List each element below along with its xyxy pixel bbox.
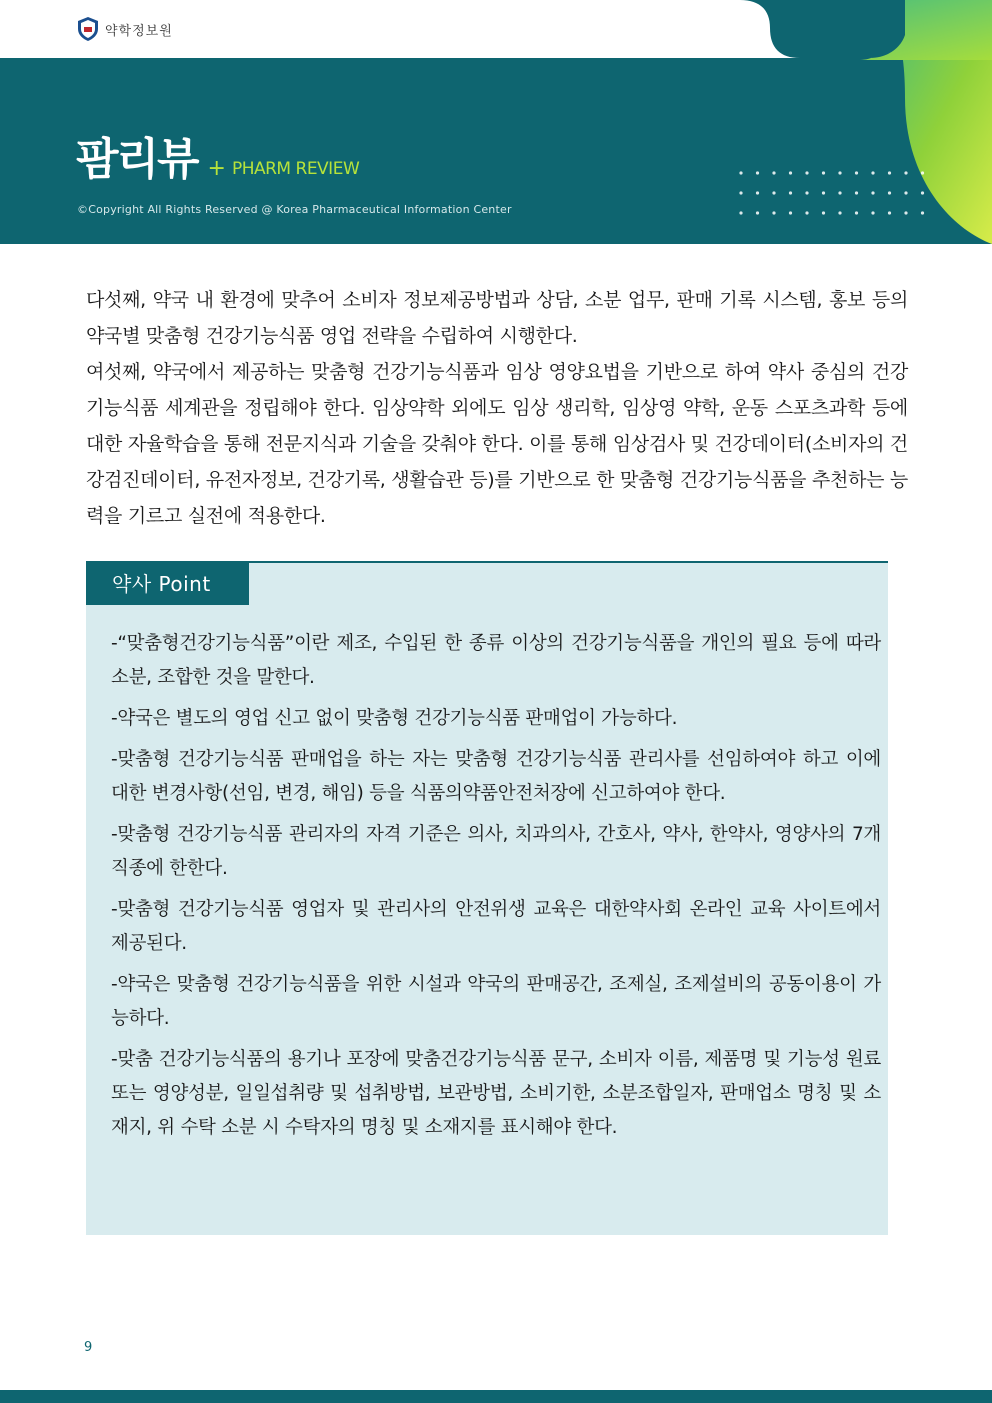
pharmacist-point-box <box>86 561 888 1235</box>
decor-dot <box>822 191 825 194</box>
decor-dot <box>904 211 907 214</box>
decor-dot <box>772 171 775 174</box>
decor-dot <box>822 211 825 214</box>
decor-dot <box>739 191 742 194</box>
decor-dot <box>921 191 924 194</box>
decor-dot <box>921 171 924 174</box>
paragraph-sixth: 여섯째, 약국에서 제공하는 맞춤형 건강기능식품과 임상 영양요법을 기반으로 하여 약사 중심의 건강기능식품 세계관을 정립해야 한다. 임상약학 외에도 임상 생리학, 임상영 약학, 운동 스포츠과학 등에 대한 자율학습을 통해 전문지식과 기술을 갖춰야 한다. 이를 통해 임상검사 및 건강데이터(소비자의 건강검진데이터, 유전자정보, 건강기록, 생활습관 등)를 기반으로 한 맞춤형 건강기능식품을 추천하는 능력을 기르고 실전에 적용한다. <box>86 361 908 527</box>
decor-dot <box>871 211 874 214</box>
decor-dot <box>871 191 874 194</box>
decor-dot <box>789 211 792 214</box>
point-item: -맞춤형 건강기능식품 관리자의 자격 기준은 의사, 치과의사, 간호사, 약사, 한약사, 영양사의 7개 직종에 한한다. <box>111 824 881 879</box>
decor-dot <box>871 171 874 174</box>
decor-dot <box>805 191 808 194</box>
paragraph-fifth: 다섯째, 약국 내 환경에 맞추어 소비자 정보제공방법과 상담, 소분 업무, 판매 기록 시스템, 홍보 등의 약국별 맞춤형 건강기능식품 영업 전략을 수립하여 시행한다. <box>86 289 908 347</box>
decor-dot <box>921 211 924 214</box>
decor-dot <box>756 211 759 214</box>
decor-dot <box>855 191 858 194</box>
decor-dot <box>805 171 808 174</box>
decor-dot <box>772 211 775 214</box>
title-english: PHARM REVIEW <box>231 159 360 179</box>
decor-dot <box>855 171 858 174</box>
point-list <box>111 627 881 1152</box>
point-item: -맞춤 건강기능식품의 용기나 포장에 맞춤건강기능식품 문구, 소비자 이름, 제품명 및 기능성 원료 또는 영양성분, 일일섭취량 및 섭취방법, 보관방법, 소비기한, 소분조합일자, 판매업소 명칭 및 소재지, 위 수탁 소분 시 수탁자의 명칭 및 소재지를 표시해야 한다. <box>111 1049 881 1138</box>
point-box-title: 약사 Point <box>86 563 249 605</box>
decor-dot <box>789 191 792 194</box>
point-item: -맞춤형 건강기능식품 영업자 및 관리사의 안전위생 교육은 대한약사회 온라인 교육 사이트에서 제공된다. <box>111 899 881 954</box>
decor-dot <box>789 171 792 174</box>
top-curve <box>0 0 992 60</box>
article-body <box>86 282 908 534</box>
decor-dot <box>888 211 891 214</box>
page-number: 9 <box>84 1340 93 1355</box>
decor-dot <box>888 171 891 174</box>
decor-dot <box>756 191 759 194</box>
title-korean: 팜리뷰 <box>76 134 198 185</box>
footer-bar <box>0 1390 992 1403</box>
page-title <box>76 134 360 185</box>
decor-dot <box>772 191 775 194</box>
copyright-notice: ©Copyright All Rights Reserved @ Korea Pharmaceutical Information Center <box>77 203 512 216</box>
decor-dot <box>838 211 841 214</box>
point-item: -약국은 맞춤형 건강기능식품을 위한 시설과 약국의 판매공간, 조제실, 조제설비의 공동이용이 가능하다. <box>111 974 881 1029</box>
point-item: -약국은 별도의 영업 신고 없이 맞춤형 건강기능식품 판매업이 가능하다. <box>111 708 678 729</box>
decor-dot <box>838 191 841 194</box>
decor-dot <box>904 191 907 194</box>
decor-dot <box>756 171 759 174</box>
point-item: -맞춤형 건강기능식품 판매업을 하는 자는 맞춤형 건강기능식품 관리사를 선임하여야 하고 이에 대한 변경사항(선임, 변경, 해임) 등을 식품의약품안전처장에 신고하여야 한다. <box>111 749 881 804</box>
decor-dot <box>888 191 891 194</box>
decor-dot <box>838 171 841 174</box>
decor-dot <box>904 171 907 174</box>
title-plus: + <box>207 156 226 181</box>
point-item: -“맞춤형건강기능식품”이란 제조, 수입된 한 종류 이상의 건강기능식품을 개인의 필요 등에 따라 소분, 조합한 것을 말한다. <box>111 633 881 688</box>
decor-dot <box>855 211 858 214</box>
decor-dot <box>805 211 808 214</box>
decor-dot <box>739 211 742 214</box>
decor-dot <box>739 171 742 174</box>
org-name: 약학정보원 <box>105 23 173 39</box>
decor-dot <box>822 171 825 174</box>
